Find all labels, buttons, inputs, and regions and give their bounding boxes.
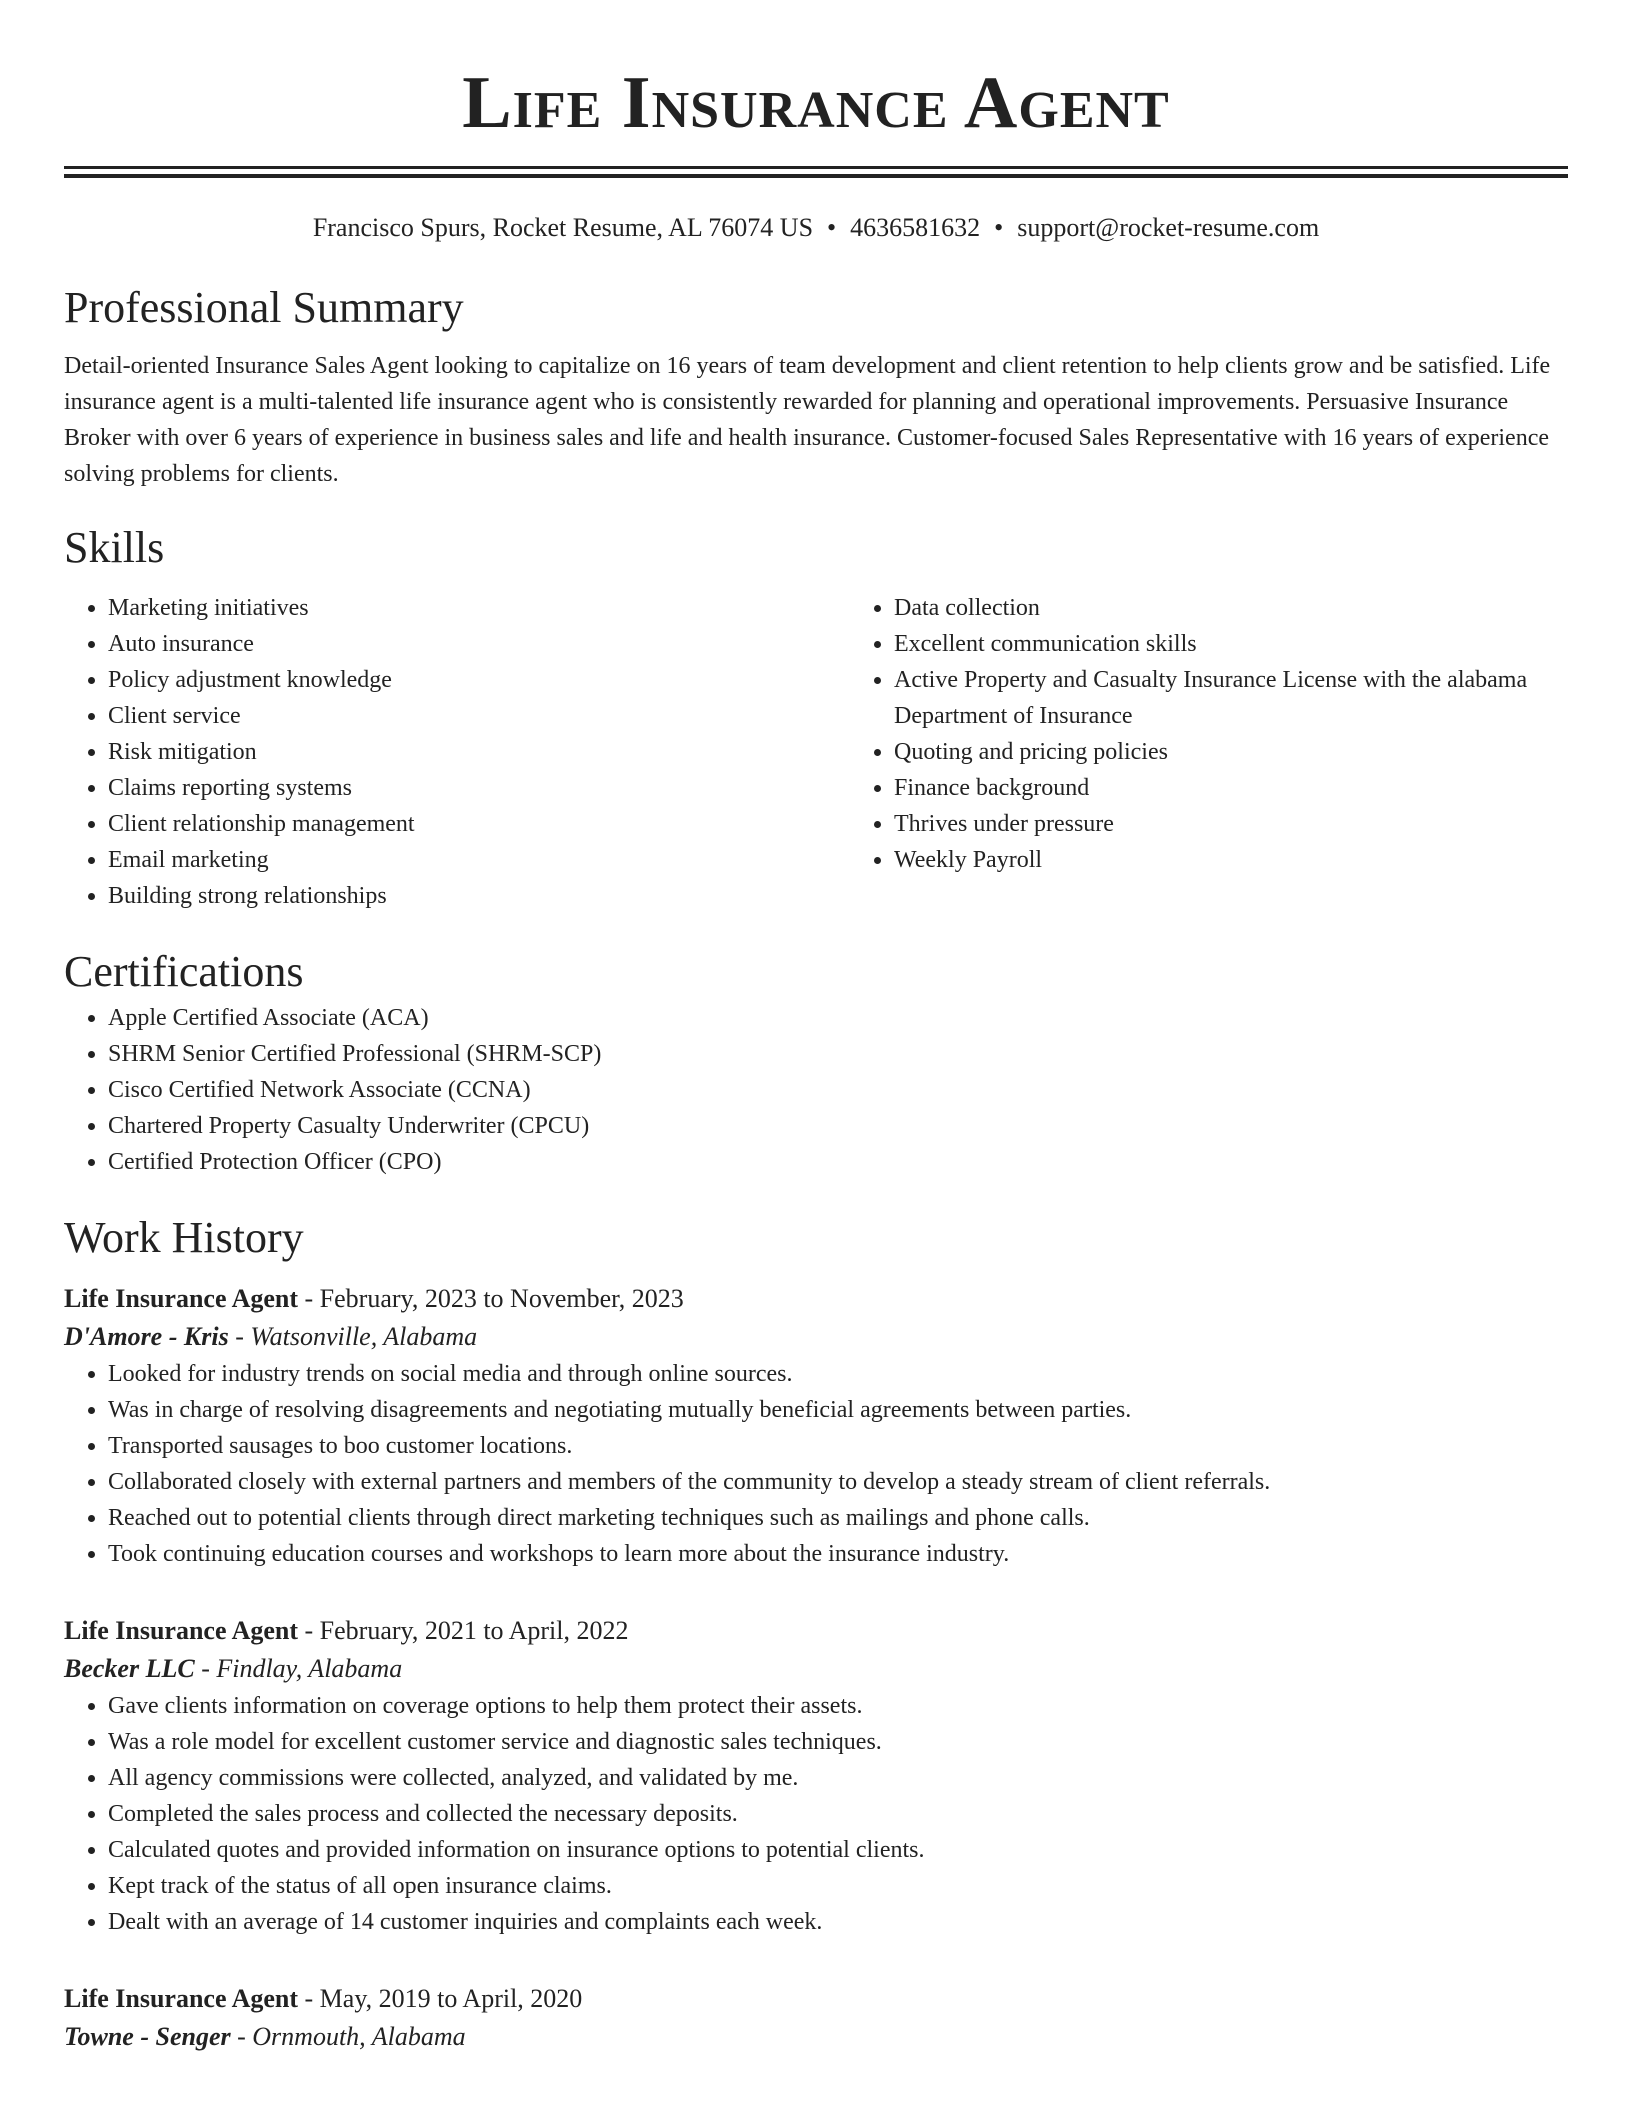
- job-duties-list: [64, 1356, 1568, 1572]
- job-header: [64, 1980, 1568, 2018]
- skill-item: • Policy adjustment knowledge: [108, 662, 850, 698]
- skills-list-right: [850, 590, 1568, 914]
- skill-item: • Auto insurance: [108, 626, 850, 662]
- skill-item: • Thrives under pressure: [894, 806, 1568, 842]
- skill-item: • Active Property and Casualty Insurance License with the alabama Department of Insurance: [894, 662, 1568, 734]
- job-dates: - May, 2019 to April, 2020: [298, 1984, 583, 2013]
- work-history-heading: Work History: [64, 1213, 304, 1262]
- job-duty-item: • Reached out to potential clients through direct marketing techniques such as mailings and phone calls.: [108, 1500, 1568, 1536]
- page-title: Life Insurance Agent: [462, 62, 1170, 144]
- contact-phone: 4636581632: [850, 213, 981, 242]
- skill-item: • Building strong relationships: [108, 878, 850, 914]
- job-duty-item: • Took continuing education courses and workshops to learn more about the insurance industry.: [108, 1536, 1568, 1572]
- job-duty-item: • Was in charge of resolving disagreements and negotiating mutually beneficial agreements between parties.: [108, 1392, 1568, 1428]
- job-company: Becker LLC: [64, 1654, 195, 1683]
- title-divider-top: [64, 166, 1568, 169]
- job-dates: - February, 2021 to April, 2022: [298, 1616, 629, 1645]
- job-duty-item: • Completed the sales process and collected the necessary deposits.: [108, 1796, 1568, 1832]
- skill-item: • Claims reporting systems: [108, 770, 850, 806]
- job-duty-item: • Was a role model for excellent customer service and diagnostic sales techniques.: [108, 1724, 1568, 1760]
- certification-item: • Certified Protection Officer (CPO): [108, 1144, 1568, 1180]
- certification-item: • SHRM Senior Certified Professional (SHRM-SCP): [108, 1036, 1568, 1072]
- title-divider-bottom: [64, 174, 1568, 178]
- job-location: - Watsonville, Alabama: [228, 1322, 478, 1351]
- job-dates: - February, 2023 to November, 2023: [298, 1284, 684, 1313]
- summary-heading: Professional Summary: [64, 283, 464, 332]
- job-company-line: [64, 2018, 1568, 2056]
- job-title: Life Insurance Agent: [64, 1284, 298, 1313]
- job-duty-item: • Collaborated closely with external partners and members of the community to develop a steady stream of client referrals.: [108, 1464, 1568, 1500]
- skill-item: • Quoting and pricing policies: [894, 734, 1568, 770]
- contact-address: Francisco Spurs, Rocket Resume, AL 76074 US: [312, 213, 814, 242]
- certifications-heading: Certifications: [64, 947, 304, 996]
- job-entry: [64, 1612, 1568, 1940]
- job-duty-item: • Gave clients information on coverage options to help them protect their assets.: [108, 1688, 1568, 1724]
- job-header: [64, 1612, 1568, 1650]
- skill-item: • Data collection: [894, 590, 1568, 626]
- skill-item: • Risk mitigation: [108, 734, 850, 770]
- job-company-line: [64, 1650, 1568, 1688]
- contact-separator: •: [827, 213, 837, 242]
- job-company-line: [64, 1318, 1568, 1356]
- job-company: Towne - Senger: [64, 2022, 231, 2051]
- job-location: - Ornmouth, Alabama: [230, 2022, 466, 2051]
- job-duty-item: • Dealt with an average of 14 customer inquiries and complaints each week.: [108, 1904, 1568, 1940]
- contact-line: [64, 210, 1568, 246]
- certifications-list: [64, 1000, 1568, 1180]
- skill-item: • Excellent communication skills: [894, 626, 1568, 662]
- job-company: D'Amore - Kris: [64, 1322, 229, 1351]
- job-duty-item: • Calculated quotes and provided information on insurance options to potential clients.: [108, 1832, 1568, 1868]
- job-duties-list: [64, 1688, 1568, 1940]
- skill-item: • Weekly Payroll: [894, 842, 1568, 878]
- skills-columns: [64, 590, 1568, 914]
- job-title: Life Insurance Agent: [64, 1616, 298, 1645]
- job-duty-item: • Transported sausages to boo customer locations.: [108, 1428, 1568, 1464]
- job-title: Life Insurance Agent: [64, 1984, 298, 2013]
- job-duty-item: • All agency commissions were collected, analyzed, and validated by me.: [108, 1760, 1568, 1796]
- certification-item: • Apple Certified Associate (ACA): [108, 1000, 1568, 1036]
- skill-item: • Client relationship management: [108, 806, 850, 842]
- job-entry: [64, 1280, 1568, 1572]
- skill-item: • Client service: [108, 698, 850, 734]
- summary-text: Detail-oriented Insurance Sales Agent looking to capitalize on 16 years of team development and client retention to help clients grow and be satisfied. Life insurance agent is a multi-talented life insurance agent who is consistently rewarded for planning and operational improvements. Persuasive Insurance Broker with over 6 years of experience in business sales and life and health insurance. Customer-focused Sales Representative with 16 years of experience solving problems for clients.: [64, 353, 1551, 487]
- skills-heading: Skills: [64, 523, 165, 572]
- skill-item: • Email marketing: [108, 842, 850, 878]
- skill-item: • Marketing initiatives: [108, 590, 850, 626]
- job-entry: [64, 1980, 1568, 2056]
- skill-item: • Finance background: [894, 770, 1568, 806]
- contact-separator: •: [994, 213, 1004, 242]
- certification-item: • Chartered Property Casualty Underwriter (CPCU): [108, 1108, 1568, 1144]
- job-duty-item: • Looked for industry trends on social media and through online sources.: [108, 1356, 1568, 1392]
- job-location: - Findlay, Alabama: [194, 1654, 403, 1683]
- job-duty-item: • Kept track of the status of all open insurance claims.: [108, 1868, 1568, 1904]
- contact-email: support@rocket-resume.com: [1017, 213, 1320, 242]
- job-header: [64, 1280, 1568, 1318]
- certification-item: • Cisco Certified Network Associate (CCNA): [108, 1072, 1568, 1108]
- skills-list-left: [64, 590, 850, 914]
